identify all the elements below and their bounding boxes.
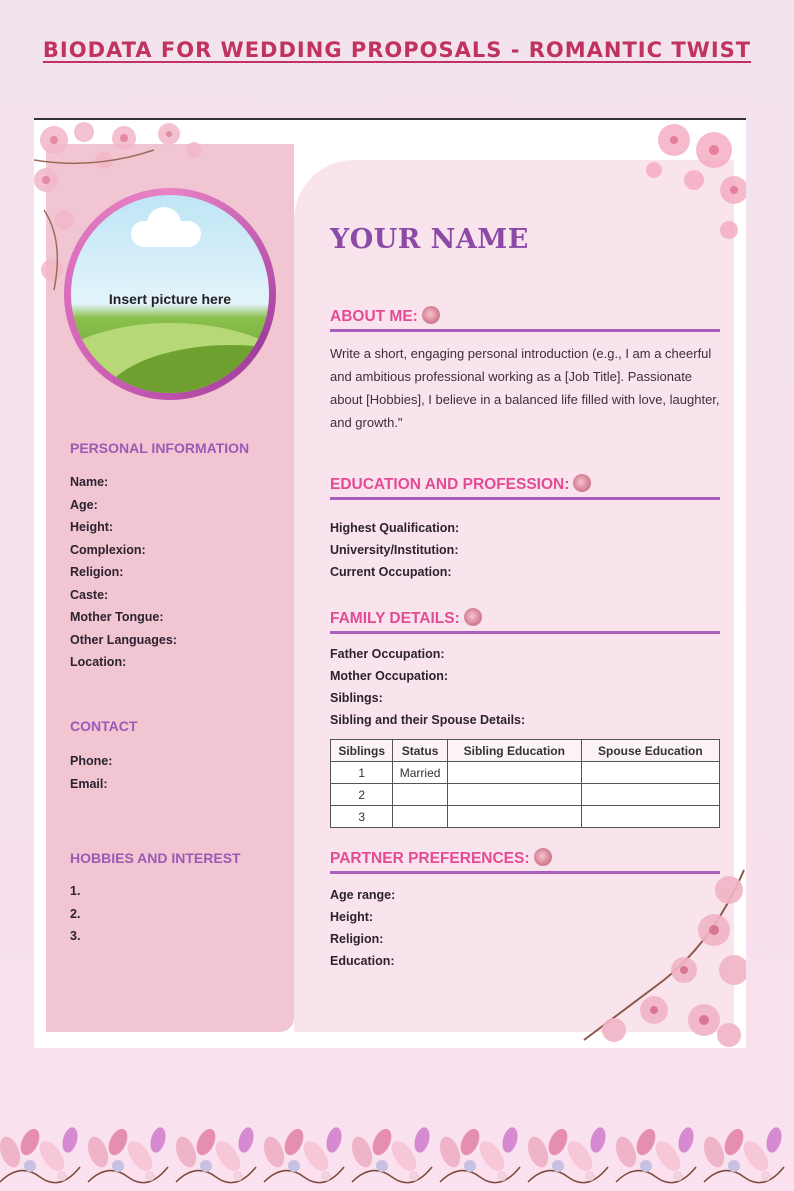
field-label: Location: <box>70 655 127 669</box>
rose-icon <box>464 608 482 626</box>
rose-icon <box>534 848 552 866</box>
field-label: Education: <box>330 954 395 968</box>
table-row <box>331 784 720 806</box>
partner-heading <box>330 848 720 874</box>
table-cell: 2 <box>331 784 393 806</box>
field-label: Age: <box>70 497 98 512</box>
personal-info-heading: PERSONAL INFORMATION <box>70 440 250 456</box>
table-row <box>331 806 720 828</box>
rose-icon <box>573 474 591 492</box>
field-label: Religion: <box>330 932 384 946</box>
table-header-row <box>331 740 720 762</box>
field-label: Age range: <box>330 888 396 902</box>
table-cell <box>393 806 448 828</box>
field-label: Phone: <box>70 754 113 768</box>
table-header-cell: Sibling Education <box>447 740 581 762</box>
flower-border-icon <box>0 1122 794 1191</box>
field-label: Sibling and their Spouse Details: <box>330 713 526 727</box>
field-label: Height: <box>330 910 374 924</box>
cloud-icon <box>131 221 201 247</box>
table-cell <box>447 806 581 828</box>
hobbies-heading: HOBBIES AND INTEREST <box>70 850 241 866</box>
partner-heading-label: PARTNER PREFERENCES: <box>330 850 530 867</box>
table-cell: 1 <box>331 762 393 784</box>
table-cell <box>393 784 448 806</box>
field-label: University/Institution: <box>330 543 459 557</box>
table-cell <box>447 784 581 806</box>
education-heading <box>330 474 720 500</box>
contact-heading: CONTACT <box>70 718 138 734</box>
page-banner-title: BIODATA FOR WEDDING PROPOSALS - ROMANTIC TWIST <box>42 38 752 62</box>
list-item: 1. <box>70 884 81 898</box>
field-label: Mother Tongue: <box>70 610 164 624</box>
candidate-name: YOUR NAME <box>330 224 529 255</box>
list-item: 3. <box>70 929 81 943</box>
field-label: Other Languages: <box>70 632 177 647</box>
table-header-cell: Status <box>393 740 448 762</box>
cherry-blossom-icon <box>564 850 746 1048</box>
field-label: Siblings: <box>330 691 383 705</box>
field-label: Complexion: <box>70 542 146 557</box>
field-label: Mother Occupation: <box>330 669 449 683</box>
education-heading-label: EDUCATION AND PROFESSION: <box>330 476 570 493</box>
personal-info-list <box>70 475 177 678</box>
rose-icon <box>422 306 440 324</box>
profile-photo-placeholder <box>71 195 269 393</box>
about-heading <box>330 306 720 332</box>
education-list <box>330 521 459 587</box>
table-cell <box>447 762 581 784</box>
field-label: Religion: <box>70 565 124 579</box>
field-label: Current Occupation: <box>330 565 452 579</box>
table-cell <box>581 784 719 806</box>
family-heading <box>330 608 720 634</box>
table-header-cell: Siblings <box>331 740 393 762</box>
table-cell <box>581 762 719 784</box>
table-cell <box>581 806 719 828</box>
siblings-table <box>330 739 720 828</box>
field-label: Father Occupation: <box>330 647 445 661</box>
list-item: 2. <box>70 906 81 921</box>
biodata-document <box>34 118 746 1048</box>
profile-photo-frame[interactable] <box>64 188 276 400</box>
hobbies-list <box>70 884 80 952</box>
field-label: Height: <box>70 520 114 534</box>
table-cell: 3 <box>331 806 393 828</box>
photo-placeholder-text: Insert picture here <box>108 291 232 307</box>
field-label: Email: <box>70 776 108 791</box>
table-cell: Married <box>393 762 448 784</box>
family-heading-label: FAMILY DETAILS: <box>330 610 460 627</box>
field-label: Name: <box>70 475 109 489</box>
table-row <box>331 762 720 784</box>
about-text: Write a short, engaging personal introduction (e.g., I am a cheerful and ambitious professional working as a [Job Title]. Passionate about [Hobbies], I believe in a balanced life filled with love, laughter, and growth." <box>330 346 720 430</box>
cherry-blossom-icon <box>634 120 746 270</box>
field-label: Highest Qualification: <box>330 521 460 535</box>
field-label: Caste: <box>70 587 109 602</box>
contact-list <box>70 754 112 799</box>
family-list <box>330 647 525 735</box>
table-header-cell: Spouse Education <box>581 740 719 762</box>
about-heading-label: ABOUT ME: <box>330 308 418 325</box>
partner-list <box>330 888 395 976</box>
